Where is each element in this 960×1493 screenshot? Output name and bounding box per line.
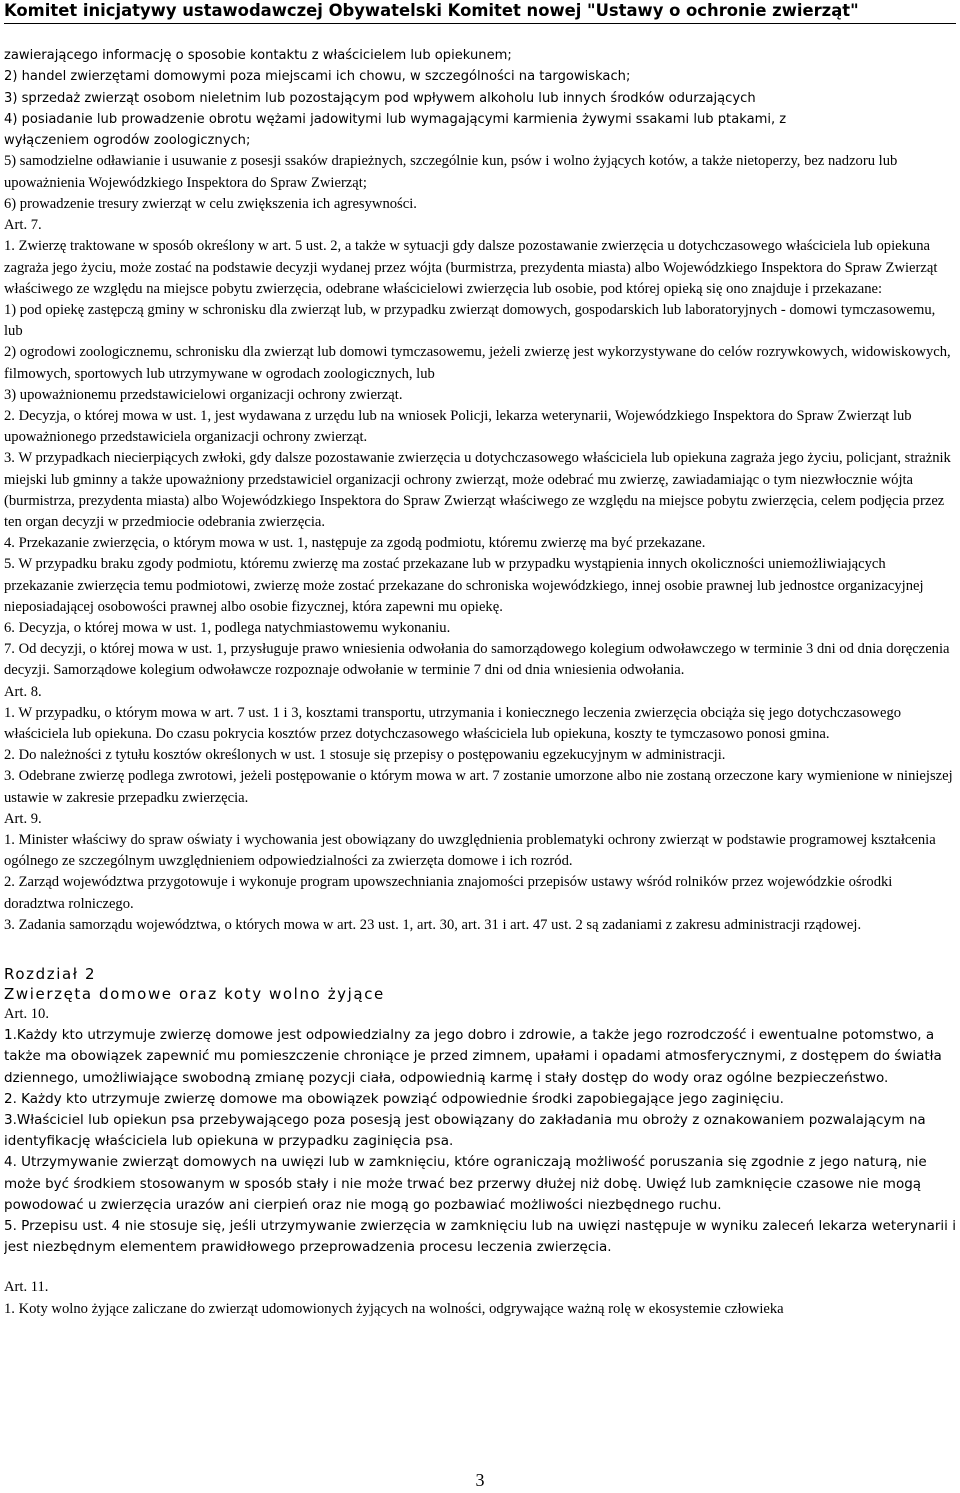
paragraph: 1) pod opiekę zastępczą gminy w schronisku dla zwierząt lub, w przypadku zwierząt domowych, gospodarskich lub laboratoryjnych - domowi tymczasowemu, lub [4, 301, 936, 340]
paragraph: 3) upoważnionemu przedstawicielowi organizacji ochrony zwierząt. [4, 386, 403, 403]
text-line: 3) sprzedaż zwierząt osobom nieletnim lub pozostającym pod wpływem alkoholu lub innych środków odurzających [4, 90, 756, 106]
text-line: zawierającego informację o sposobie kontaktu z właścicielem lub opiekunem; [4, 48, 512, 63]
section-c [4, 1025, 956, 1258]
paragraph: 2. Do należności z tytułu kosztów określonych w ust. 1 stosuje się przepisy o postępowaniu egzekucyjnym w administracji. [4, 747, 726, 764]
header-divider [4, 23, 956, 24]
section-a [4, 45, 956, 151]
paragraph: 2) ogrodowi zoologicznemu, schronisku dla zwierząt lub domowi tymczasowemu, jeżeli zwierzę jest wykorzystywane do celów rozrywkowych, widowiskowych, filmowych, sportowych lub utrzymywane w ogrodach zoologicznych, lub [4, 344, 951, 382]
paragraph: 7. Od decyzji, o której mowa w ust. 1, przysługuje prawo wniesienia odwołania do samorządowego kolegium odwoławczego w terminie 3 dni od dnia doręczenia decyzji. Samorządowe kolegium odwoławcze rozpoznaje odwołanie w terminie 7 dni od dnia wniesienia odwołania. [4, 641, 950, 679]
paragraph: 1. Koty wolno żyjące zaliczane do zwierząt udomowionych żyjących na wolności, odgrywające ważną rolę w ekosystemie człowieka [4, 1300, 784, 1317]
chapter-heading [4, 964, 956, 1004]
chapter-number: Rozdział 2 [4, 965, 97, 983]
paragraph: 6) prowadzenie tresury zwierząt w celu zwiększenia ich agresywności. [4, 195, 417, 212]
paragraph: 1.Każdy kto utrzymuje zwierzę domowe jest odpowiedzialny za jego dobro i zdrowie, a także jego rozrodczość i ewentualne potomstwo, a także ma obowiązek zapewnić mu pomieszczenie chroniące je przed zimnem, upałami i opadami atmosferycznymi, z dostępem do światła dziennego, umożliwiające swobodną zmianę pozycji ciała, odpowiednią karmę i stały dostęp do wody oraz ogólne bezpieczeństwo. [4, 1027, 942, 1086]
article-heading: Art. 9. [4, 810, 42, 827]
paragraph: 6. Decyzja, o której mowa w ust. 1, podlega natychmiastowemu wykonaniu. [4, 619, 451, 636]
paragraph: 5) samodzielne odławianie i usuwanie z posesji ssaków drapieżnych, szczególnie kun, psów i wolno żyjących kotów, a także nietoperzy, bez nadzoru lub upoważnienia Wojewódzkiego Inspektora do Spraw Zwierząt; [4, 153, 898, 191]
text-line: 2) handel zwierzętami domowymi poza miejscami ich chowu, w szczególności na targowiskach; [4, 69, 631, 85]
paragraph: 4. Utrzymywanie zwierząt domowych na uwięzi lub w zamknięciu, które ograniczają możliwość poruszania się zgodnie z jego naturą, nie może być środkiem stosowanym w sposób stały i nie może trwać bez przerwy dłużej niż dobę. Uwięź lub zamknięcie czasowe nie mogą powodować u zwierzęcia urazów ani cierpień oraz nie mogą go pozbawiać możliwości niezbędnego ruchu. [4, 1154, 927, 1213]
article-heading: Art. 7. [4, 217, 42, 234]
page-header [4, 0, 956, 21]
paragraph: 3. Odebrane zwierzę podlega zwrotowi, jeżeli postępowanie o którym mowa w art. 7 zostanie umorzone albo nie zostaną orzeczone kary wymienione w niniejszej ustawie w zakresie przepadku zwierzęcia. [4, 768, 953, 806]
chapter-title: Zwierzęta domowe oraz koty wolno żyjące [4, 985, 385, 1003]
text-line: 4) posiadanie lub prowadzenie obrotu wężami jadowitymi lub wymagającymi karmienia żywymi ssakami lub ptakami, z [4, 111, 787, 127]
text-line: wyłączeniem ogrodów zoologicznych; [4, 133, 251, 149]
paragraph: 1. Minister właściwy do spraw oświaty i wychowania jest obowiązany do uwzględnienia problematyki ochrony zwierząt w podstawie programowej kształcenia ogólnego ze szczególnym uwzględnieniem odpowiedzialności za zwierzęta domowe i ich rozród. [4, 831, 936, 870]
section-b [4, 151, 956, 936]
section-d [4, 1277, 956, 1319]
paragraph: 2. Każdy kto utrzymuje zwierzę domowe ma obowiązek powziąć odpowiednie środki zapobiegające jego zaginięciu. [4, 1090, 784, 1107]
paragraph: 4. Przekazanie zwierzęcia, o którym mowa w ust. 1, następuje za zgodą podmiotu, któremu zwierzę ma być przekazane. [4, 535, 706, 552]
spacer [4, 1258, 956, 1277]
section-c-lead [4, 1004, 956, 1025]
page-number: 3 [475, 1470, 485, 1490]
article-heading: Art. 8. [4, 683, 42, 700]
paragraph: 5. W przypadku braku zgody podmiotu, któremu zwierzę ma zostać przekazane lub w przypadku wystąpienia innych okoliczności uniemożliwiających przekazanie zwierzęcia temu podmiotowi, zwierzę może zostać przekazane do schroniska wojewódzkiego, innej osobie prawnej lub jednostce organizacyjnej nieposiadającej osobowości prawnej albo osobie fizycznej, która zapewni mu opiekę. [4, 556, 924, 615]
paragraph: 3. W przypadkach niecierpiących zwłoki, gdy dalsze pozostawanie zwierzęcia u dotychczasowego właściciela lub opiekuna zagraża jego życiu, policjant, strażnik miejski lub gminny a także upoważniony przedstawiciel organizacji ochrony zwierząt, może odebrać mu zwierzę, zawiadamiając o tym niezwłocznie wójta (burmistrza, prezydenta miasta) albo Wojewódzkiego Inspektora do Spraw Zwierząt właściwego ze względu na miejsce pobytu zwierzęcia, celem podjęcia przez ten organ decyzji w przedmiocie odebrania zwierzęcia. [4, 450, 951, 530]
header-title: Komitet inicjatywy ustawodawczej Obywatelski Komitet nowej "Ustawy o ochronie zwierząt" [4, 1, 859, 20]
article-heading: Art. 10. [4, 1006, 49, 1022]
paragraph: 1. Zwierzę traktowane w sposób określony w art. 5 ust. 2, a także w sytuacji gdy dalsze pozostawanie zwierzęcia u dotychczasowego właściciela lub opiekuna zagraża jego życiu, może zostać na podstawie decyzji wydanej przez wójta (burmistrza, prezydenta miasta) albo Wojewódzkiego Inspektora do Spraw Zwierząt właściwego ze względu na miejsce pobytu zwierzęcia, odebrane właścicielowi zwierzęcia lub osobie, pod której opieką się ono znajduje i przekazane: [4, 238, 938, 297]
paragraph: 3. Zadania samorządu województwa, o których mowa w art. 23 ust. 1, art. 30, art. 31 i art. 47 ust. 2 są zadaniami z zakresu administracji rządowej. [4, 916, 862, 933]
paragraph: 2. Decyzja, o której mowa w ust. 1, jest wydawana z urzędu lub na wniosek Policji, lekarza weterynarii, Wojewódzkiego Inspektora do Spraw Zwierząt lub upoważnionego przedstawiciela organizacji ochrony zwierząt. [4, 407, 912, 446]
paragraph: 3.Właściciel lub opiekun psa przebywającego poza posesją jest obowiązany do zakładania mu obroży z oznakowaniem pozwalającym na identyfikację właściciela lub opiekuna w przypadku zaginięcia psa. [4, 1112, 926, 1150]
article-heading: Art. 11. [4, 1279, 49, 1296]
paragraph: 1. W przypadku, o którym mowa w art. 7 ust. 1 i 3, kosztami transportu, utrzymania i koniecznego leczenia zwierzęcia obciąża się jego dotychczasowego właściciela lub opiekuna. Do czasu pokrycia kosztów przez dotychczasowego właściciela lub opiekuna, koszty te tymczasowo ponosi gmina. [4, 704, 902, 742]
paragraph: 2. Zarząd województwa przygotowuje i wykonuje program upowszechniania znajomości przepisów ustawy wśród rolników przez wojewódzkie ośrodki doradztwa rolniczego. [4, 874, 893, 912]
paragraph: 5. Przepisu ust. 4 nie stosuje się, jeśli utrzymywanie zwierzęcia w zamknięciu lub na uwięzi następuje w wyniku zaleceń lekarza weterynarii i jest niezbędnym elementem prawidłowego przeprowadzenia procesu leczenia zwierzęcia. [4, 1218, 956, 1256]
